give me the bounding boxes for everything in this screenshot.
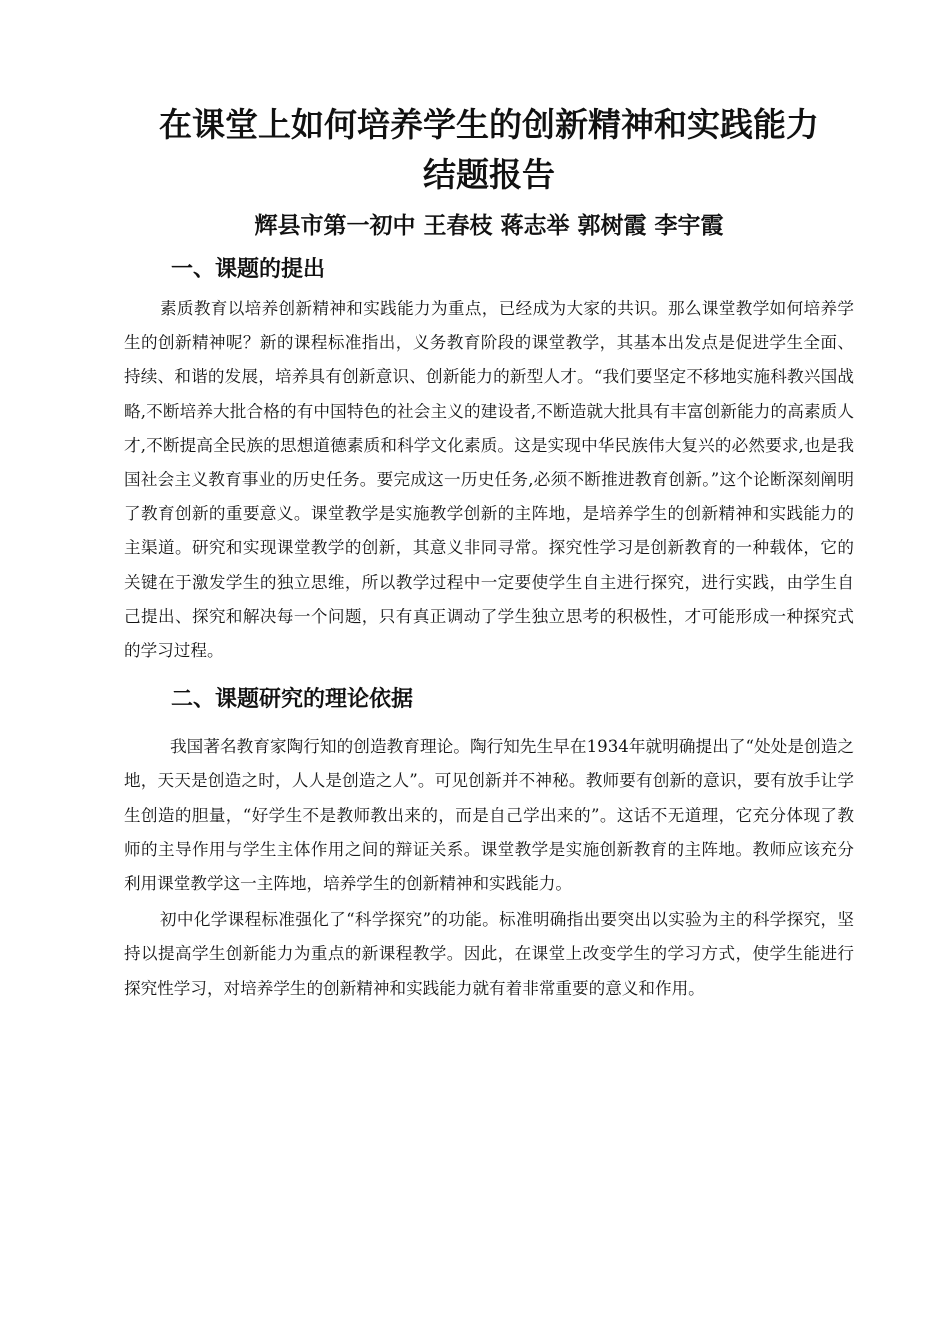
section-1-paragraph-1: 素质教育以培养创新精神和实践能力为重点，已经成为大家的共识。那么课堂教学如何培养学生的创新精神呢？新的课程标准指出，义务教育阶段的课堂教学，其基本出发点是促进学生全面、持续、和谐的发展，培养具有创新意识、创新能力的新型人才。“我们要坚定不移地实施科教兴国战略,不断培养大批合格的有中国特色的社会主义的建设者,不断造就大批具有丰富创新能力的高素质人才,不断提高全民族的思想道德素质和科学文化素质。这是实现中华民族伟大复兴的必然要求,也是我国社会主义教育事业的历史任务。要完成这一历史任务,必须不断推进教育创新。”这个论断深刻阐明了教育创新的重要意义。课堂教学是实施教学创新的主阵地，是培养学生的创新精神和实践能力的主渠道。研究和实现课堂教学的创新，其意义非同寻常。探究性学习是创新教育的一种载体，它的关键在于激发学生的独立思维，所以教学过程中一定要使学生自主进行探究，进行实践，由学生自己提出、探究和解决每一个问题，只有真正调动了学生独立思考的积极性，才可能形成一种探究式的学习过程。 <box>124 299 854 661</box>
section-heading-1: 一、课题的提出 <box>171 257 326 282</box>
document-page <box>124 100 854 1006</box>
title-line-1: 在课堂上如何培养学生的创新精神和实践能力 <box>159 105 819 144</box>
section-2-paragraph-2: 初中化学课程标准强化了“科学探究”的功能。标准明确指出要突出以实验为主的科学探究，坚持以提高学生创新能力为重点的新课程教学。因此，在课堂上改变学生的学习方式，使学生能进行探究性学习，对培养学生的创新精神和实践能力就有着非常重要的意义和作用。 <box>124 910 854 998</box>
authors-line: 辉县市第一初中 王春枝 蒋志举 郭树霞 李宇霞 <box>254 212 724 239</box>
document-title <box>124 100 854 200</box>
section-2-paragraph-1: 我国著名教育家陶行知的创造教育理论。陶行知先生早在1934年就明确提出了“处处是创造之地，天天是创造之时，人人是创造之人”。可见创新并不神秘。教师要有创新的意识，要有放手让学生创造的胆量，“好学生不是教师教出来的，而是自己学出来的”。这话不无道理，它充分体现了教师的主导作用与学生主体作用之间的辩证关系。课堂教学是实施创新教育的主阵地。教师应该充分利用课堂教学这一主阵地，培养学生的创新精神和实践能力。 <box>124 737 854 894</box>
section-heading-2: 二、课题研究的理论依据 <box>171 687 414 713</box>
title-line-2: 结题报告 <box>423 155 555 194</box>
